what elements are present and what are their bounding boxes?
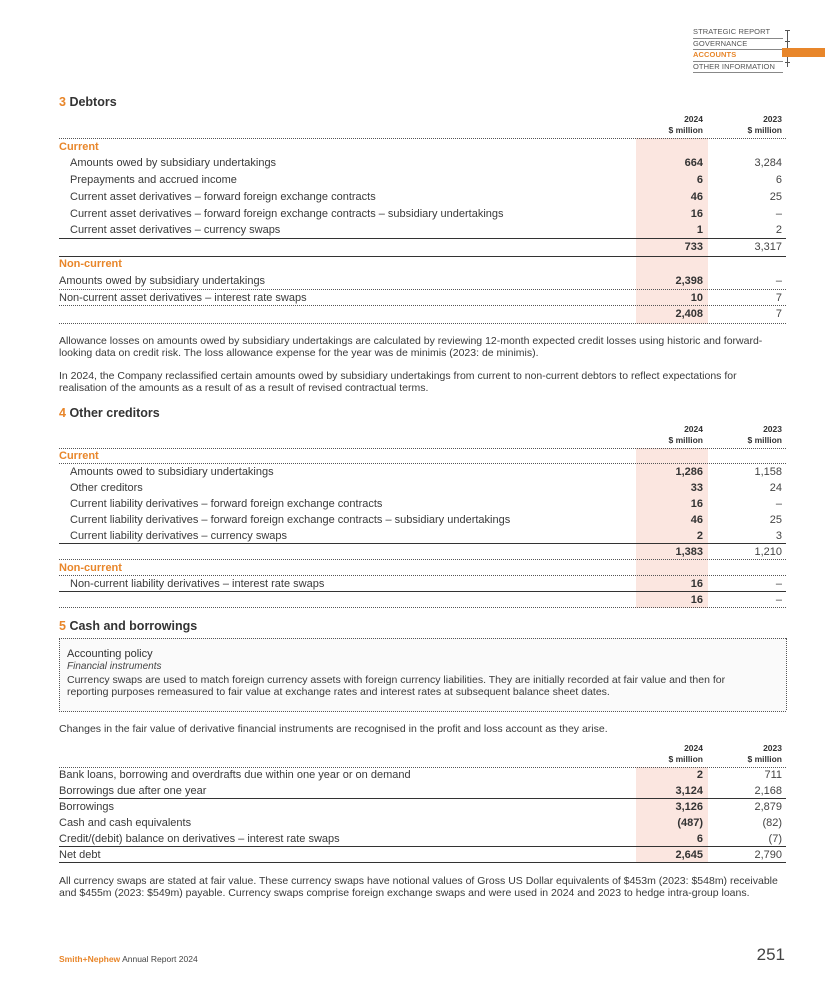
table-row: Bank loans, borrowing and overdrafts due within one year or on demand 2 711 [59,769,782,781]
section-title-other-creditors: 4 Other creditors [59,406,160,420]
section-title-debtors: 3 Debtors [59,95,117,109]
table-total-row: 16 – [690,594,782,606]
divider [59,862,786,863]
policy-title: Accounting policy [67,648,153,660]
nav-strategic-report[interactable]: STRATEGIC REPORT [693,27,783,39]
table-header: 2024 $ million 2023 $ million [668,743,782,764]
category-non-current: Non-current [59,562,122,574]
nav-accounts[interactable]: ACCOUNTS [693,50,783,62]
table-row: Current liability derivatives – forward foreign exchange contracts – subsidiary undertakings 46 25 [70,514,782,526]
policy-subtitle: Financial instruments [67,661,162,672]
category-current: Current [59,141,99,153]
table-row: Other creditors 33 24 [70,482,782,494]
currency-swaps-note: All currency swaps are stated at fair value. These currency swaps have notional values of Gross US Dollar equivalents of $453m (2023: $548m) receivable and $455m (2023: $549m) payable. Currency swaps comprise foreign exchange swaps and were used in 2024 and 2023 to hedge intra-group loans. [59,875,778,899]
fair-value-intro: Changes in the fair value of derivative financial instruments are recognised in the profit and loss account as they arise. [59,723,608,735]
table-total-row: Net debt 2,645 2,790 [59,849,782,861]
table-row: Current asset derivatives – forward foreign exchange contracts – subsidiary undertakings 16 – [70,208,782,220]
category-current: Current [59,450,99,462]
nav-tick [785,30,790,31]
category-non-current: Non-current [59,258,122,270]
divider [59,323,786,324]
table-header: 2024 $ million 2023 $ million [668,114,782,135]
table-row: Current asset derivatives – currency swaps 1 2 [70,224,782,236]
table-total-row: 1,383 1,210 [675,546,782,558]
accounting-policy-box [59,638,786,712]
note-reclassification: In 2024, the Company reclassified certain amounts owed by subsidiary undertakings from current to non-current debtors to reflect expectations for realisation of the amounts as a result of as a result of revised contractual terms. [59,370,737,394]
table-row: Non-current liability derivatives – interest rate swaps 16 – [70,578,782,590]
divider [59,607,786,608]
policy-text: Currency swaps are used to match foreign currency assets with foreign currency liabilities. They are initially recorded at fair value and then for reporting purposes remeasured to fair value at exchange rates and interest rates at subsequent balance sheet dates. [67,674,726,698]
table-header: 2024 $ million 2023 $ million [668,424,782,445]
table-row: Cash and cash equivalents (487) (82) [59,817,782,829]
table-row: Amounts owed to subsidiary undertakings 1,286 1,158 [70,466,782,478]
policy-border-right [786,638,787,710]
table-total-row: 2,408 7 [675,308,782,320]
nav-tick [785,62,790,63]
footer-brand: Smith+Nephew Annual Report 2024 [59,954,198,964]
table-total-row: 733 3,317 [684,241,782,253]
nav-active-marker [782,48,825,57]
table-row: Non-current asset derivatives – interest rate swaps 10 7 [59,292,782,304]
nav-governance[interactable]: GOVERNANCE [693,39,783,51]
table-row: Current liability derivatives – forward foreign exchange contracts 16 – [70,498,782,510]
table-row: Credit/(debit) balance on derivatives – interest rate swaps 6 (7) [59,833,782,845]
note-allowance-losses: Allowance losses on amounts owed by subsidiary undertakings are calculated by reviewing 12-month expected credit losses using historic and forward-looking data on credit risk. The loss allowance expense for the year was de minimis (2023: de minimis). [59,335,763,359]
table-row: Borrowings due after one year 3,124 2,168 [59,785,782,797]
table-row: Borrowings 3,126 2,879 [59,801,782,813]
table-row: Amounts owed by subsidiary undertakings 2,398 – [59,275,782,287]
table-row: Current asset derivatives – forward foreign exchange contracts 46 25 [70,191,782,203]
table-row: Prepayments and accrued income 6 6 [70,174,782,186]
table-row: Amounts owed by subsidiary undertakings 664 3,284 [70,157,782,169]
section-title-cash-and-borrowings: 5 Cash and borrowings [59,619,198,633]
page-number: 251 [756,945,785,964]
nav-other-information[interactable]: OTHER INFORMATION [693,62,783,74]
nav-tick [785,41,790,42]
policy-border-left [59,638,60,710]
section-nav [693,27,783,73]
table-row: Current liability derivatives – currency swaps 2 3 [70,530,782,542]
